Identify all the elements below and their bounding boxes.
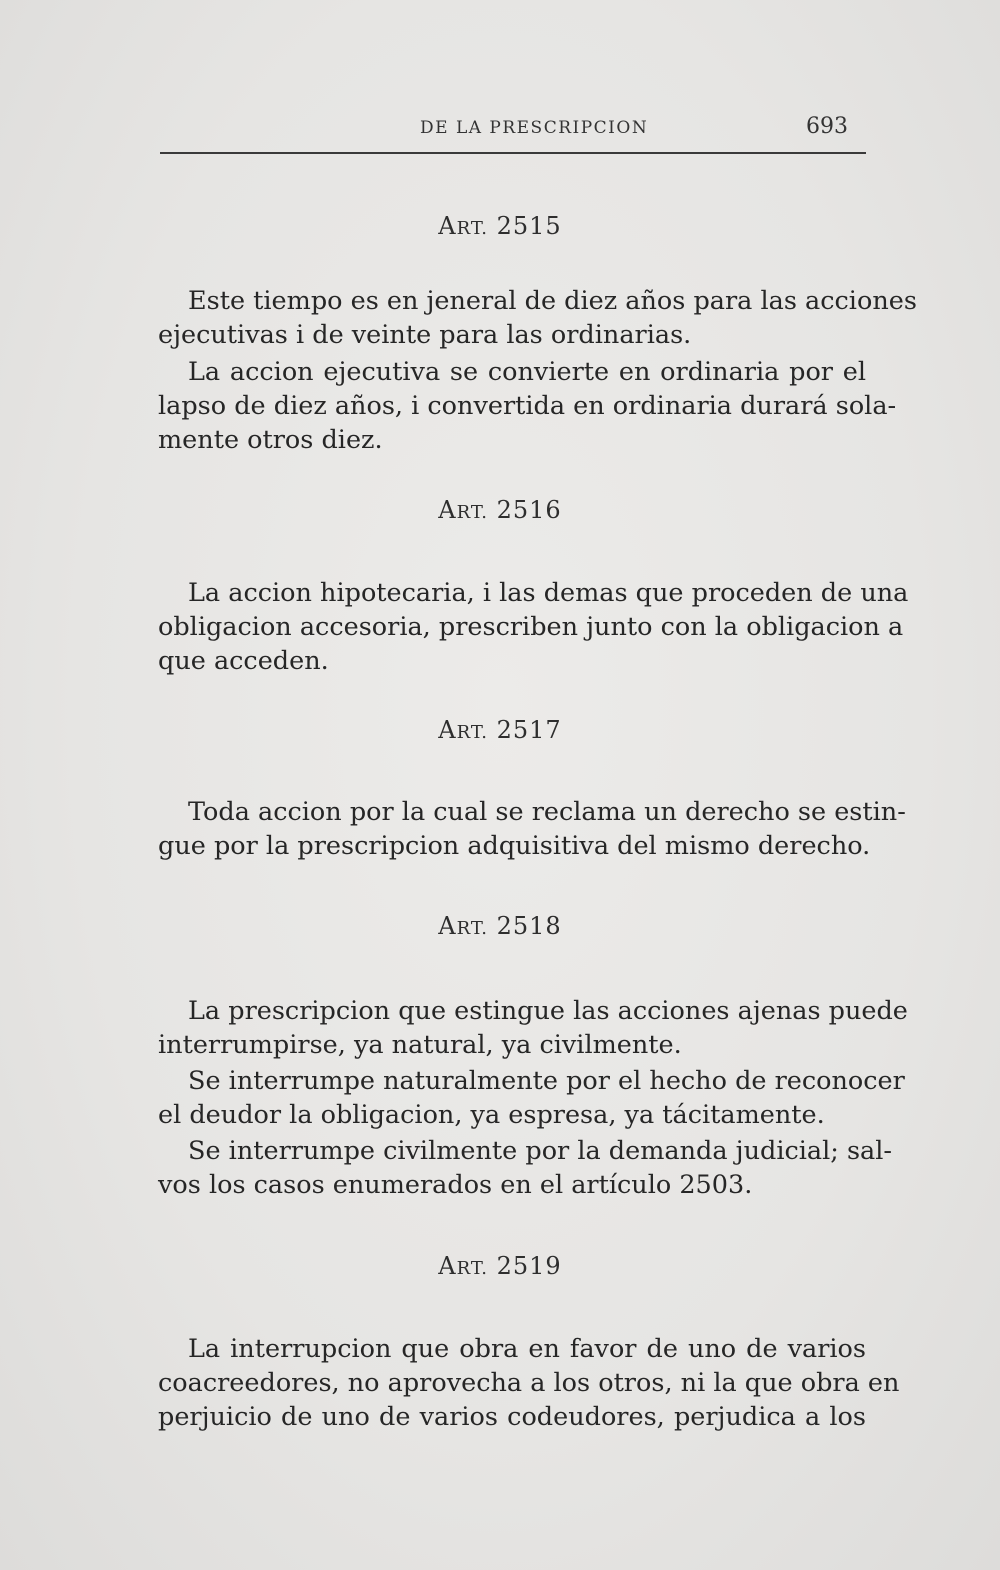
- article-abbrev-initial: A: [438, 1252, 457, 1280]
- text-line: Toda accion por la cual se reclama un derecho se estin-: [188, 797, 906, 827]
- text-line: La prescripcion que estingue las acciones ajenas puede: [188, 996, 908, 1026]
- article-abbrev-initial: A: [438, 496, 457, 524]
- text-line: el deudor la obligacion, ya espresa, ya tácitamente.: [158, 1100, 825, 1130]
- article-heading: [0, 912, 1000, 940]
- text-line: obligacion accesoria, prescriben junto con la obligacion a: [158, 612, 904, 642]
- article-paragraph: [158, 795, 906, 863]
- article-abbrev-rest: RT.: [456, 722, 488, 743]
- article-paragraph: [158, 994, 908, 1062]
- text-line: vos los casos enumerados en el artículo 2503.: [158, 1170, 753, 1200]
- article-number: 2519: [496, 1252, 562, 1280]
- text-line: Se interrumpe civilmente por la demanda judicial; sal-: [188, 1136, 893, 1166]
- text-line: La accion ejecutiva se convierte en ordinaria por el: [188, 357, 866, 387]
- article-abbrev-rest: RT.: [456, 1258, 488, 1279]
- page-header: [160, 116, 866, 154]
- article-number: 2517: [496, 716, 562, 744]
- article-number: 2516: [496, 496, 562, 524]
- text-line: ejecutivas i de veinte para las ordinarias.: [158, 320, 692, 350]
- text-line: que acceden.: [158, 646, 329, 676]
- text-line: lapso de diez años, i convertida en ordinaria durará sola-: [158, 391, 897, 421]
- article-abbrev-initial: A: [438, 912, 457, 940]
- text-line: interrumpirse, ya natural, ya civilmente.: [158, 1030, 682, 1060]
- text-line: La accion hipotecaria, i las demas que proceden de una: [188, 578, 909, 608]
- article-heading: [0, 212, 1000, 240]
- article-paragraph: [158, 1064, 905, 1132]
- text-line: gue por la prescripcion adquisitiva del mismo derecho.: [158, 831, 871, 861]
- article-abbrev-rest: RT.: [456, 502, 488, 523]
- article-abbrev-initial: A: [438, 716, 457, 744]
- article-paragraph: [158, 576, 909, 678]
- text-line: coacreedores, no aprovecha a los otros, ni la que obra en: [158, 1368, 900, 1398]
- text-line: Este tiempo es en jeneral de diez años para las acciones: [188, 286, 917, 316]
- running-head: DE LA PRESCRIPCION: [420, 118, 649, 138]
- text-line: perjuicio de uno de varios codeudores, perjudica a los: [158, 1402, 866, 1432]
- article-paragraph: [158, 284, 917, 352]
- article-paragraph: [158, 355, 897, 457]
- article-paragraph: [158, 1134, 893, 1202]
- article-heading: [0, 716, 1000, 744]
- text-line: La interrupcion que obra en favor de uno de varios: [188, 1334, 866, 1364]
- article-heading: [0, 496, 1000, 524]
- article-paragraph: [158, 1332, 900, 1434]
- article-number: 2518: [496, 912, 562, 940]
- article-abbrev-rest: RT.: [456, 918, 488, 939]
- page-number: 693: [806, 114, 848, 139]
- article-abbrev-initial: A: [438, 212, 457, 240]
- article-number: 2515: [496, 212, 562, 240]
- text-line: Se interrumpe naturalmente por el hecho de reconocer: [188, 1066, 905, 1096]
- text-line: mente otros diez.: [158, 425, 383, 455]
- article-heading: [0, 1252, 1000, 1280]
- article-abbrev-rest: RT.: [456, 218, 488, 239]
